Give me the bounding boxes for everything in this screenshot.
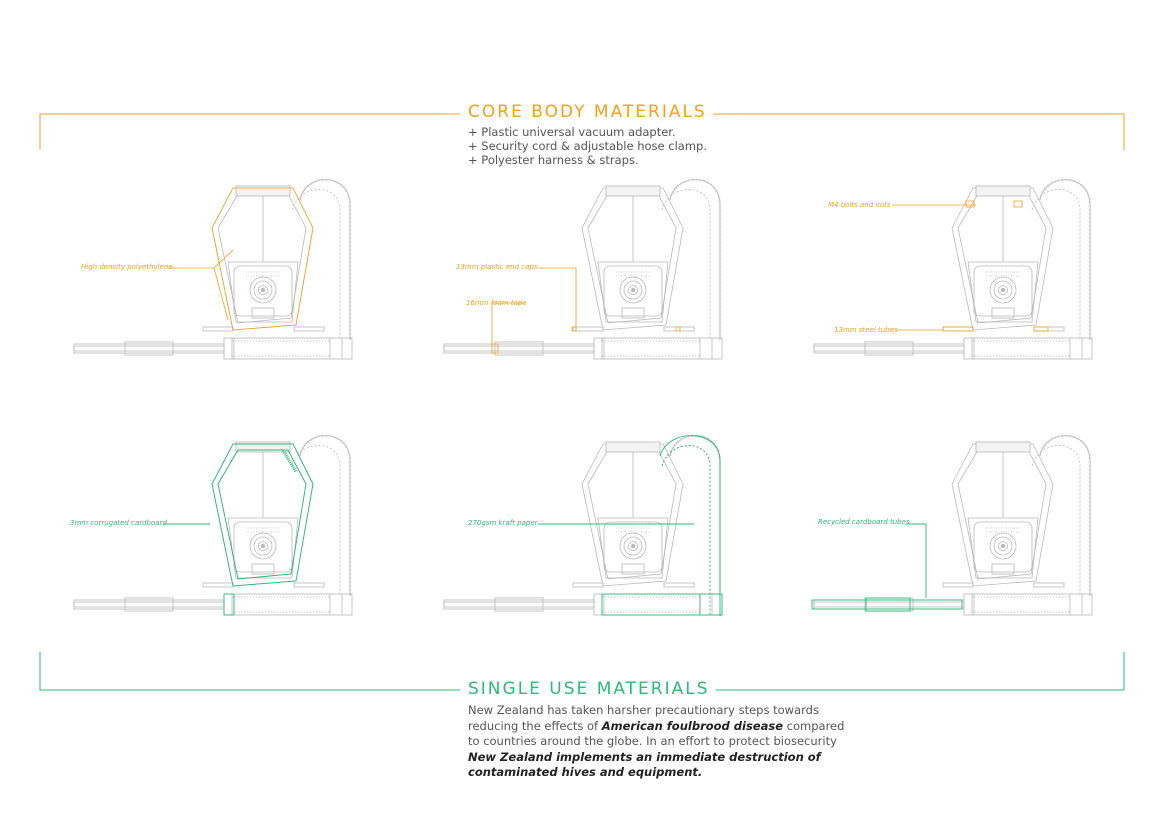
callout-cardboard: 3mm corrugated cardboard [70, 519, 167, 527]
core-body-bullets [468, 125, 707, 167]
paragraph-emphasis: New Zealand implements an immediate destruction of contaminated hives and equipment. [468, 749, 821, 779]
hdpe-highlight [168, 188, 313, 330]
callout-steel-tubes: 13mm steel tubes [834, 326, 898, 334]
callout-bolts: M4 bolts and nuts [828, 201, 891, 209]
callout-hdpe: High density polyethylene [81, 263, 173, 271]
kraft-highlight [538, 436, 722, 616]
paragraph-text: New Zealand has taken harsher precautionary steps towards reducing the effects of [468, 703, 819, 733]
bottom-bracket-left [40, 652, 460, 690]
callout-foam-tape: 16mm foam tape [466, 299, 527, 307]
top-bracket-right [712, 114, 1124, 150]
end-caps-highlight [492, 268, 680, 353]
callout-tubes: Recycled cardboard tubes [818, 518, 910, 526]
bullet-item: + Plastic universal vacuum adapter. [468, 125, 676, 139]
bullet-item: + Polyester harness & straps. [468, 153, 639, 167]
paragraph-text: compared to countries around the globe. In an effort to protect biosecurity [468, 718, 845, 748]
top-bracket-left [40, 114, 460, 150]
core-body-materials-title: CORE BODY MATERIALS [462, 102, 713, 122]
callout-end-caps: 13mm plastic end caps [456, 263, 538, 271]
paragraph-emphasis: American foulbrood disease [601, 718, 783, 733]
bullet-item: + Security cord & adjustable hose clamp. [468, 139, 708, 153]
single-use-materials-title: SINGLE USE MATERIALS [462, 679, 716, 699]
cardboard-highlight [164, 444, 313, 615]
single-use-paragraph [468, 703, 848, 781]
tubes-highlight [812, 524, 962, 611]
bottom-bracket-right [712, 652, 1124, 690]
callout-kraft: 270gsm kraft paper [468, 519, 538, 527]
